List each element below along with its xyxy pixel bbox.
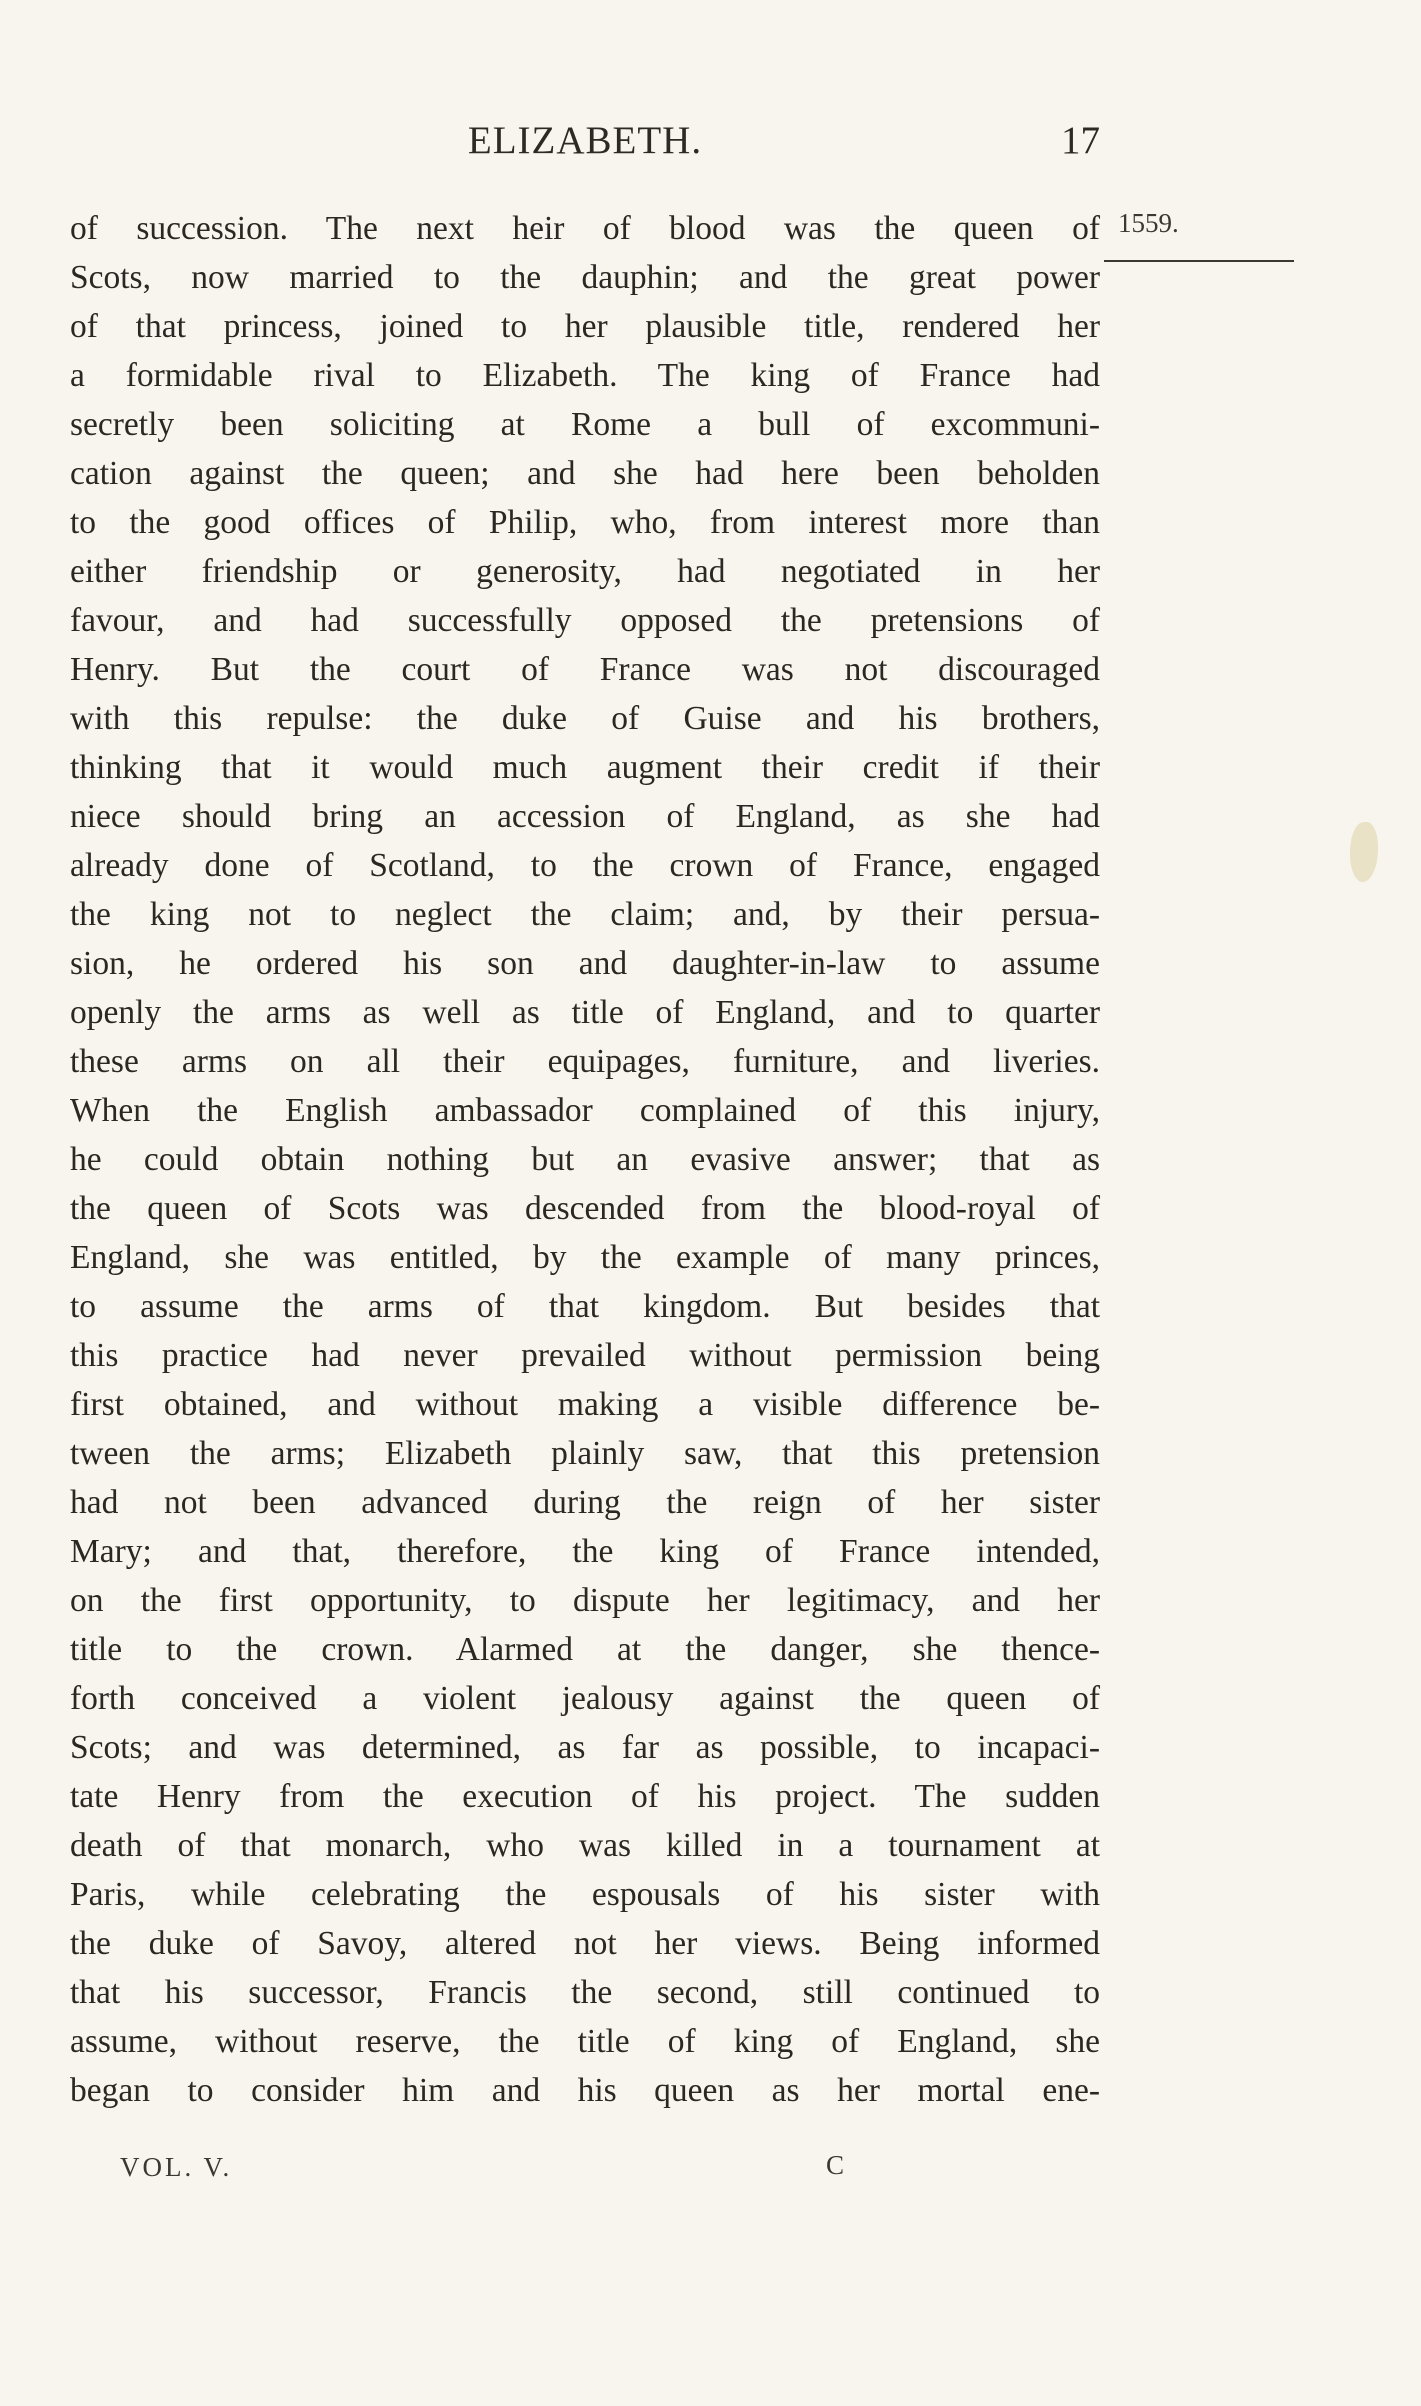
text-line: When the English ambassador complained of this injury, <box>70 1092 1100 1129</box>
text-line: tween the arms; Elizabeth plainly saw, that this pretension <box>70 1435 1100 1472</box>
text-line: the duke of Savoy, altered not her views. Being informed <box>70 1925 1100 1962</box>
text-line: either friendship or generosity, had negotiated in her <box>70 553 1100 590</box>
body-text <box>70 204 1100 2115</box>
text-line: Paris, while celebrating the espousals of his sister with <box>70 1876 1100 1913</box>
text-line: had not been advanced during the reign of her sister <box>70 1484 1100 1521</box>
text-line: death of that monarch, who was killed in a tournament at <box>70 1827 1100 1864</box>
text-line: secretly been soliciting at Rome a bull of excommuni- <box>70 406 1100 443</box>
margin-year-note: 1559. <box>1118 208 1179 238</box>
gathering-mark: C <box>826 2150 845 2180</box>
text-line: England, she was entitled, by the example of many princes, <box>70 1239 1100 1276</box>
text-line: Mary; and that, therefore, the king of France intended, <box>70 1533 1100 1570</box>
text-line: of that princess, joined to her plausible title, rendered her <box>70 308 1100 345</box>
text-line: the king not to neglect the claim; and, by their persua- <box>70 896 1100 933</box>
text-line: assume, without reserve, the title of king of England, she <box>70 2023 1100 2060</box>
text-line: on the first opportunity, to dispute her legitimacy, and her <box>70 1582 1100 1619</box>
text-line: to assume the arms of that kingdom. But besides that <box>70 1288 1100 1325</box>
text-line: he could obtain nothing but an evasive answer; that as <box>70 1141 1100 1178</box>
text-line: Scots, now married to the dauphin; and the great power <box>70 259 1100 296</box>
text-line: of succession. The next heir of blood was the queen of <box>70 210 1100 247</box>
text-line: to the good offices of Philip, who, from interest more than <box>70 504 1100 541</box>
text-line: with this repulse: the duke of Guise and his brothers, <box>70 700 1100 737</box>
paper-stain <box>1350 822 1378 882</box>
text-line: title to the crown. Alarmed at the danger, she thence- <box>70 1631 1100 1668</box>
margin-rule <box>1104 260 1294 262</box>
text-line: the queen of Scots was descended from the blood-royal of <box>70 1190 1100 1227</box>
text-line: forth conceived a violent jealousy against the queen of <box>70 1680 1100 1717</box>
volume-signature: VOL. V. <box>120 2152 233 2182</box>
text-line: already done of Scotland, to the crown of France, engaged <box>70 847 1100 884</box>
running-title: ELIZABETH. <box>467 119 703 162</box>
text-line: niece should bring an accession of England, as she had <box>70 798 1100 835</box>
text-line: these arms on all their equipages, furniture, and liveries. <box>70 1043 1100 1080</box>
text-line: openly the arms as well as title of England, and to quarter <box>70 994 1100 1031</box>
running-head <box>70 118 1100 178</box>
text-line: thinking that it would much augment their credit if their <box>70 749 1100 786</box>
text-line: first obtained, and without making a visible difference be- <box>70 1386 1100 1423</box>
text-line: began to consider him and his queen as her mortal ene- <box>70 2072 1100 2109</box>
page-number: 17 <box>1061 119 1100 162</box>
text-line: favour, and had successfully opposed the pretensions of <box>70 602 1100 639</box>
text-line: Henry. But the court of France was not discouraged <box>70 651 1100 688</box>
text-line: that his successor, Francis the second, still continued to <box>70 1974 1100 2011</box>
text-line: this practice had never prevailed without permission being <box>70 1337 1100 1374</box>
text-line: cation against the queen; and she had here been beholden <box>70 455 1100 492</box>
text-line: tate Henry from the execution of his project. The sudden <box>70 1778 1100 1815</box>
text-line: a formidable rival to Elizabeth. The king of France had <box>70 357 1100 394</box>
text-line: Scots; and was determined, as far as possible, to incapaci- <box>70 1729 1100 1766</box>
text-line: sion, he ordered his son and daughter-in-law to assume <box>70 945 1100 982</box>
